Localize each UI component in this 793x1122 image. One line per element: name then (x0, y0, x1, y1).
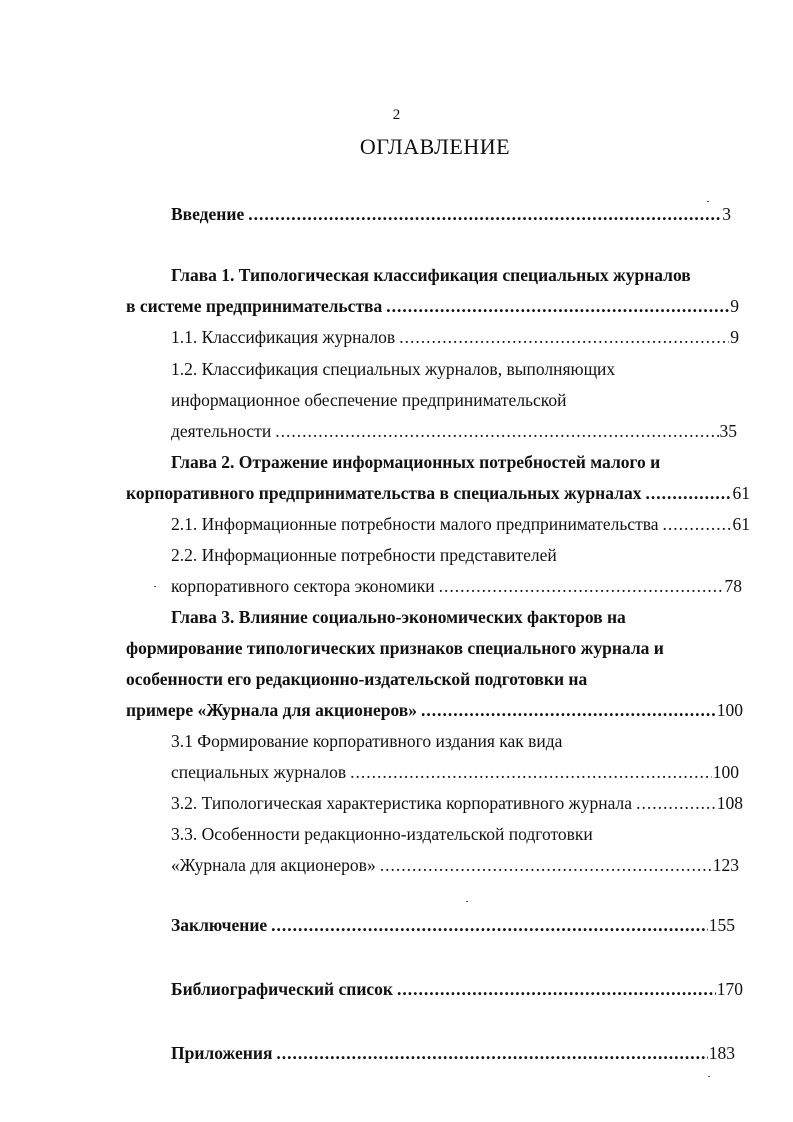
scan-speck (154, 586, 156, 587)
toc-page: 155 (708, 915, 735, 935)
toc-entry-2-2[interactable] (171, 575, 742, 597)
leader-dots (663, 513, 732, 535)
leader-dots (439, 575, 724, 597)
leader-dots (276, 1042, 707, 1064)
leader-dots (399, 326, 729, 348)
toc-entry-appendices[interactable] (171, 1042, 735, 1064)
toc-label: Приложения (171, 1043, 273, 1063)
toc-label: корпоративного сектора экономики (171, 576, 435, 596)
toc-label: специальных журналов (171, 762, 347, 782)
toc-entry-3-1[interactable] (171, 761, 739, 783)
toc-entry-3-2[interactable] (171, 792, 743, 814)
leader-dots (645, 482, 731, 504)
scan-speck (707, 201, 709, 202)
chapter3-heading-line3: особенности его редакционно-издательской подготовки на (126, 669, 588, 689)
toc-entry-3-1-line1: 3.1 Формирование корпоративного издания как вида (171, 731, 563, 751)
leader-dots (380, 854, 712, 876)
toc-label: корпоративного предпринимательства в специальных журналах (126, 483, 642, 503)
toc-page: 3 (722, 204, 731, 224)
toc-page: 61 (732, 483, 750, 503)
toc-label: 2.1. Информационные потребности малого предпринимательства (171, 514, 659, 534)
toc-entry-2-2-line1: 2.2. Информационные потребности представителей (171, 545, 557, 565)
toc-label: в системе предпринимательства (126, 296, 383, 316)
toc-entry-1-2[interactable] (171, 420, 737, 442)
toc-entry-chapter2[interactable] (126, 482, 750, 504)
toc-entry-chapter3[interactable] (126, 699, 743, 721)
toc-label: 1.1. Классификация журналов (171, 327, 396, 347)
toc-page: 100 (716, 700, 743, 720)
toc-entry-1-2-line2: информационное обеспечение предпринимательской (171, 390, 567, 410)
toc-entry-conclusion[interactable] (171, 914, 735, 936)
toc-page: 183 (708, 1043, 735, 1063)
toc-label: 3.2. Типологическая характеристика корпоративного журнала (171, 793, 633, 813)
leader-dots (636, 792, 716, 814)
leader-dots (386, 295, 729, 317)
toc-page: 123 (712, 855, 739, 875)
toc-page: 9 (730, 296, 739, 316)
toc-entry-3-3[interactable] (171, 854, 739, 876)
toc-entry-3-3-line1: 3.3. Особенности редакционно-издательской подготовки (171, 824, 593, 844)
toc-entry-bibliography[interactable] (171, 978, 743, 1000)
toc-page: 35 (719, 421, 737, 441)
toc-entry-2-1[interactable] (171, 513, 750, 535)
leader-dots (397, 978, 716, 1000)
toc-label: «Журнала для акционеров» (171, 855, 376, 875)
toc-page: 100 (712, 762, 739, 782)
toc-label: Библиографический список (171, 979, 394, 999)
toc-page: 108 (716, 793, 743, 813)
leader-dots (350, 761, 712, 783)
toc-entry-1-2-line1: 1.2. Классификация специальных журналов, выполняющих (171, 359, 616, 379)
chapter2-heading: Глава 2. Отражение информационных потребностей малого и (171, 452, 661, 472)
chapter3-heading-line1: Глава 3. Влияние социально-экономических факторов на (171, 607, 626, 627)
toc-entry-1-1[interactable] (171, 326, 739, 348)
toc-page: 61 (732, 514, 750, 534)
toc-page: 78 (724, 576, 742, 596)
chapter1-heading: Глава 1. Типологическая классификация специальных журналов (171, 265, 691, 285)
scan-speck (708, 1076, 710, 1077)
toc-page: 9 (730, 327, 739, 347)
page-title: ОГЛАВЛЕНИЕ (359, 134, 511, 159)
leader-dots (421, 699, 716, 721)
toc-label: деятельности (171, 421, 272, 441)
chapter3-heading-line2: формирование типологических признаков специального журнала и (126, 638, 664, 658)
toc-label: примере «Журнала для акционеров» (126, 700, 417, 720)
leader-dots (271, 914, 708, 936)
toc-label: Заключение (171, 915, 268, 935)
page-number: 2 (392, 107, 401, 123)
toc-label: Введение (171, 204, 245, 224)
leader-dots (275, 420, 718, 442)
scan-speck (466, 901, 468, 902)
toc-entry-intro[interactable] (171, 203, 731, 225)
leader-dots (248, 203, 721, 225)
toc-entry-chapter1[interactable] (126, 295, 739, 317)
toc-page: 170 (716, 979, 743, 999)
